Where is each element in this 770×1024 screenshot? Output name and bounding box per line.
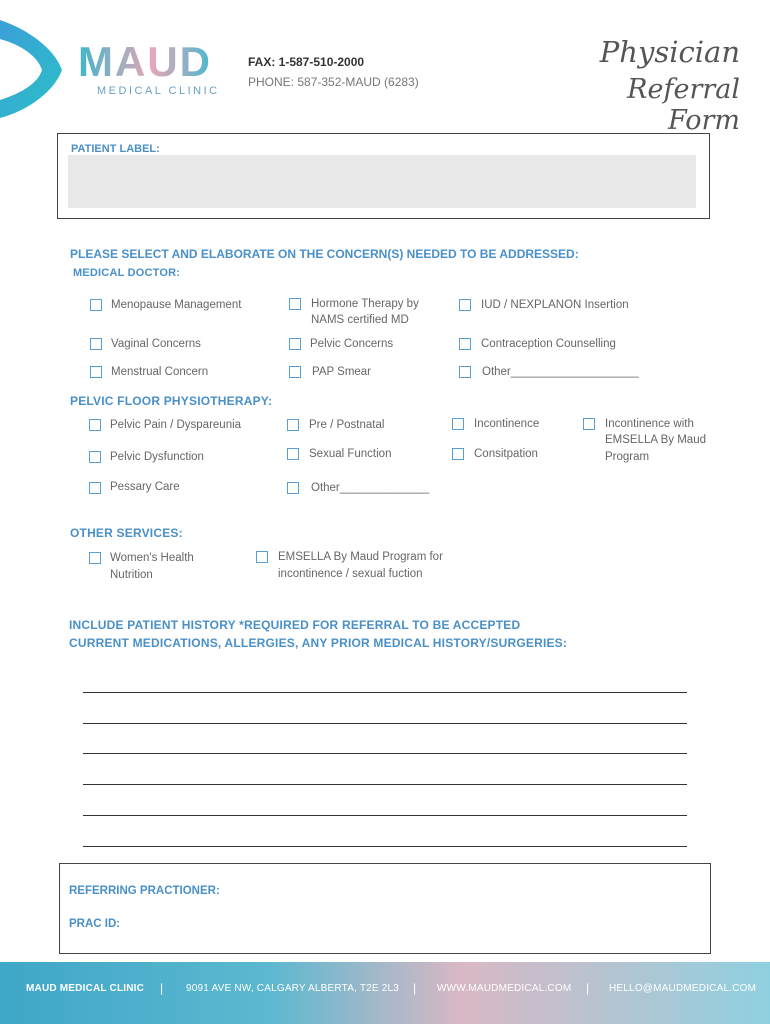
checkbox-hormone-therapy[interactable] <box>289 298 301 310</box>
option-hormone-therapy-line1: Hormone Therapy by <box>311 298 419 310</box>
pelvic-floor-heading: PELVIC FLOOR PHYSIOTHERAPY: <box>70 394 273 408</box>
footer-website[interactable]: WWW.MAUDMEDICAL.COM <box>437 983 572 994</box>
svg-text:MAUD: MAUD <box>78 40 212 85</box>
checkbox-contraception[interactable] <box>459 338 471 350</box>
medical-doctor-heading: MEDICAL DOCTOR: <box>73 267 181 279</box>
checkbox-sexual-function[interactable] <box>287 448 299 460</box>
option-incontinence-emsella-line1: Incontinence with <box>605 418 694 430</box>
option-womens-health-line2: Nutrition <box>110 569 153 581</box>
option-constipation: Consitpation <box>474 448 538 460</box>
other-services-heading: OTHER SERVICES: <box>70 526 183 540</box>
footer-separator: | <box>586 981 590 995</box>
practitioner-box <box>59 863 711 954</box>
option-hormone-therapy-line2: NAMS certified MD <box>311 314 409 326</box>
history-line-6[interactable] <box>83 846 687 847</box>
patient-label-heading: PATIENT LABEL: <box>71 143 160 155</box>
option-pelvic-concerns: Pelvic Concerns <box>310 338 394 350</box>
option-vaginal: Vaginal Concerns <box>111 338 201 350</box>
option-pelvic-pain: Pelvic Pain / Dyspareunia <box>110 419 242 431</box>
checkbox-vaginal[interactable] <box>90 338 102 350</box>
instructions-heading: PLEASE SELECT AND ELABORATE ON THE CONCERN(S) NEEDED TO BE ADDRESSED: <box>70 247 579 261</box>
footer-email[interactable]: HELLO@MAUDMEDICAL.COM <box>609 983 757 994</box>
checkbox-iud[interactable] <box>459 299 471 311</box>
checkbox-incontinence[interactable] <box>452 418 464 430</box>
history-line-5[interactable] <box>83 815 687 816</box>
checkbox-emsella-program[interactable] <box>256 551 268 563</box>
option-incontinence: Incontinence <box>474 418 540 430</box>
option-womens-health-line1: Women's Health <box>110 552 194 564</box>
history-line-4[interactable] <box>83 784 687 785</box>
history-line-2[interactable] <box>83 723 687 724</box>
history-heading-line2: CURRENT MEDICATIONS, ALLERGIES, ANY PRIOR MEDICAL HISTORY/SURGERIES: <box>69 636 568 650</box>
patient-label-field[interactable] <box>68 155 696 208</box>
option-menopause: Menopause Management <box>111 299 242 311</box>
option-iud: IUD / NEXPLANON Insertion <box>481 299 629 311</box>
option-emsella-line2: incontinence / sexual fuction <box>278 568 423 580</box>
option-incontinence-emsella-line2: EMSELLA By Maud <box>605 434 706 446</box>
option-incontinence-emsella-line3: Program <box>605 451 650 463</box>
option-pessary: Pessary Care <box>110 481 180 493</box>
checkbox-pap-smear[interactable] <box>289 366 301 378</box>
checkbox-pelvic-pain[interactable] <box>89 419 101 431</box>
checkbox-constipation[interactable] <box>452 448 464 460</box>
option-contraception: Contraception Counselling <box>481 338 616 350</box>
footer-clinic-name: MAUD MEDICAL CLINIC <box>26 983 145 994</box>
checkbox-womens-health[interactable] <box>89 552 101 564</box>
option-other-pelvic: Other______________ <box>311 482 430 494</box>
checkbox-pessary[interactable] <box>89 482 101 494</box>
footer-separator: | <box>160 981 164 995</box>
option-sexual-function: Sexual Function <box>309 448 392 460</box>
checkbox-menstrual[interactable] <box>90 366 102 378</box>
history-heading-line1: INCLUDE PATIENT HISTORY *REQUIRED FOR REFERRAL TO BE ACCEPTED <box>69 618 521 632</box>
checkbox-pre-postnatal[interactable] <box>287 419 299 431</box>
prac-id-label: PRAC ID: <box>69 918 121 930</box>
logo-subtext: MEDICAL CLINIC <box>97 85 220 97</box>
checkbox-pelvic-concerns[interactable] <box>289 338 301 350</box>
logo-swoosh-icon <box>0 15 70 120</box>
checkbox-other-md[interactable] <box>459 366 471 378</box>
checkbox-other-pelvic[interactable] <box>287 482 299 494</box>
checkbox-menopause[interactable] <box>90 299 102 311</box>
checkbox-incontinence-emsella[interactable] <box>583 418 595 430</box>
option-pelvic-dysfunction: Pelvic Dysfunction <box>110 451 204 463</box>
checkbox-pelvic-dysfunction[interactable] <box>89 451 101 463</box>
form-title-line2: Referral Form <box>627 74 740 136</box>
history-line-1[interactable] <box>83 692 687 693</box>
footer-separator: | <box>413 981 417 995</box>
form-title-line1: Physician <box>599 35 740 69</box>
history-line-3[interactable] <box>83 753 687 754</box>
phone-number: PHONE: 587-352-MAUD (6283) <box>248 75 419 89</box>
option-menstrual: Menstrual Concern <box>111 366 209 378</box>
footer-address: 9091 AVE NW, CALGARY ALBERTA, T2E 2L3 <box>186 983 400 994</box>
option-pre-postnatal: Pre / Postnatal <box>309 419 385 431</box>
option-other-md: Other____________________ <box>482 366 639 378</box>
fax-number: FAX: 1-587-510-2000 <box>248 55 365 69</box>
referring-practitioner-label: REFERRING PRACTIONER: <box>69 885 220 897</box>
option-pap-smear: PAP Smear <box>312 366 372 378</box>
option-emsella-line1: EMSELLA By Maud Program for <box>278 551 443 563</box>
